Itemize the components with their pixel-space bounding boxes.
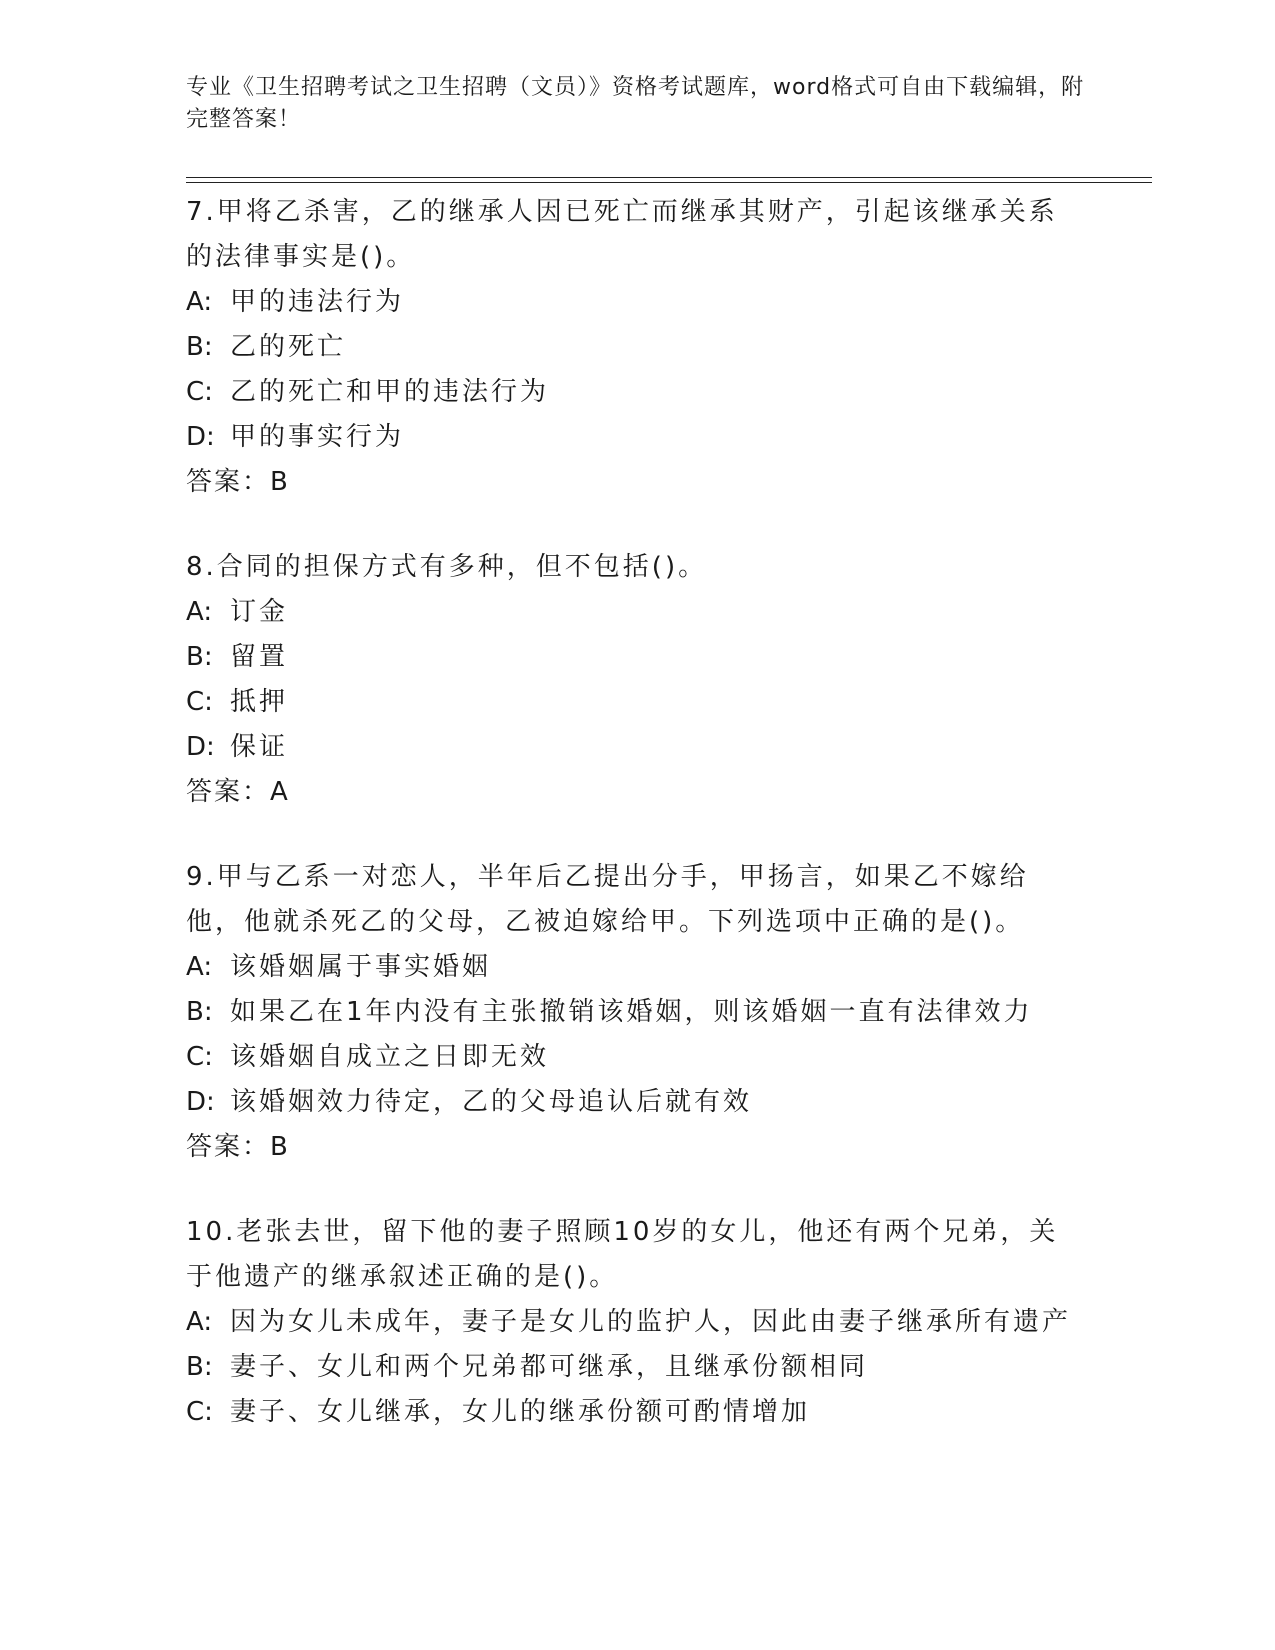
option-text: 该婚姻自成立之日即无效 xyxy=(230,1042,550,1072)
option-text: 该婚姻效力待定，乙的父母追认后就有效 xyxy=(230,1087,753,1117)
header-divider-bottom xyxy=(186,182,1152,183)
question-stem: 10.老张去世，留下他的妻子照顾10岁的女儿，他还有两个兄弟，关于他遗产的继承叙述正确的是()。 xyxy=(186,1217,1059,1292)
option-letter: A: xyxy=(186,1307,213,1337)
option-c xyxy=(186,1390,1086,1435)
question-10 xyxy=(186,1210,1086,1435)
option-letter: C: xyxy=(186,377,213,407)
option-text: 乙的死亡和甲的违法行为 xyxy=(230,377,550,407)
question-9 xyxy=(186,855,1086,1170)
option-b xyxy=(186,635,1086,680)
option-text: 留置 xyxy=(230,642,289,672)
option-c xyxy=(186,1035,1086,1080)
option-a xyxy=(186,1300,1086,1345)
answer-line: 答案：B xyxy=(186,1132,290,1162)
header-divider-top xyxy=(186,177,1152,178)
option-text: 该婚姻属于事实婚姻 xyxy=(230,952,492,982)
question-list xyxy=(186,190,1086,1475)
option-a xyxy=(186,280,1086,325)
option-text: 乙的死亡 xyxy=(230,332,347,362)
option-letter: A: xyxy=(186,287,213,317)
option-letter: B: xyxy=(186,332,213,362)
option-d xyxy=(186,1080,1086,1125)
option-b xyxy=(186,990,1086,1035)
option-c xyxy=(186,370,1086,415)
question-7 xyxy=(186,190,1086,505)
option-letter: B: xyxy=(186,1352,213,1382)
option-text: 妻子、女儿继承，女儿的继承份额可酌情增加 xyxy=(230,1397,811,1427)
option-letter: A: xyxy=(186,597,213,627)
option-text: 抵押 xyxy=(230,687,289,717)
question-stem: 8.合同的担保方式有多种，但不包括()。 xyxy=(186,552,708,582)
option-d xyxy=(186,415,1086,460)
answer-line: 答案：A xyxy=(186,777,290,807)
option-text: 甲的违法行为 xyxy=(230,287,405,317)
option-letter: C: xyxy=(186,1397,213,1427)
question-stem: 7.甲将乙杀害，乙的继承人因已死亡而继承其财产，引起该继承关系的法律事实是()。 xyxy=(186,197,1058,272)
option-b xyxy=(186,325,1086,370)
option-a xyxy=(186,590,1086,635)
question-stem: 9.甲与乙系一对恋人，半年后乙提出分手，甲扬言，如果乙不嫁给他，他就杀死乙的父母，乙被迫嫁给甲。下列选项中正确的是()。 xyxy=(186,862,1029,937)
option-c xyxy=(186,680,1086,725)
option-letter: A: xyxy=(186,952,213,982)
question-8 xyxy=(186,545,1086,815)
option-d xyxy=(186,725,1086,770)
option-text: 如果乙在1年内没有主张撤销该婚姻，则该婚姻一直有法律效力 xyxy=(230,997,1033,1027)
option-letter: D: xyxy=(186,732,215,762)
option-text: 订金 xyxy=(230,597,289,627)
option-a xyxy=(186,945,1086,990)
option-letter: D: xyxy=(186,1087,215,1117)
document-header xyxy=(186,72,1086,136)
option-letter: D: xyxy=(186,422,215,452)
option-text: 因为女儿未成年，妻子是女儿的监护人，因此由妻子继承所有遗产 xyxy=(230,1307,1072,1337)
option-text: 保证 xyxy=(230,732,289,762)
option-letter: C: xyxy=(186,687,213,717)
option-letter: C: xyxy=(186,1042,213,1072)
option-letter: B: xyxy=(186,642,213,672)
option-text: 妻子、女儿和两个兄弟都可继承，且继承份额相同 xyxy=(230,1352,869,1382)
answer-line: 答案：B xyxy=(186,467,290,497)
header-text: 专业《卫生招聘考试之卫生招聘（文员）》资格考试题库，word格式可自由下载编辑，附完整答案！ xyxy=(186,75,1085,132)
option-text: 甲的事实行为 xyxy=(230,422,405,452)
option-letter: B: xyxy=(186,997,213,1027)
option-b xyxy=(186,1345,1086,1390)
